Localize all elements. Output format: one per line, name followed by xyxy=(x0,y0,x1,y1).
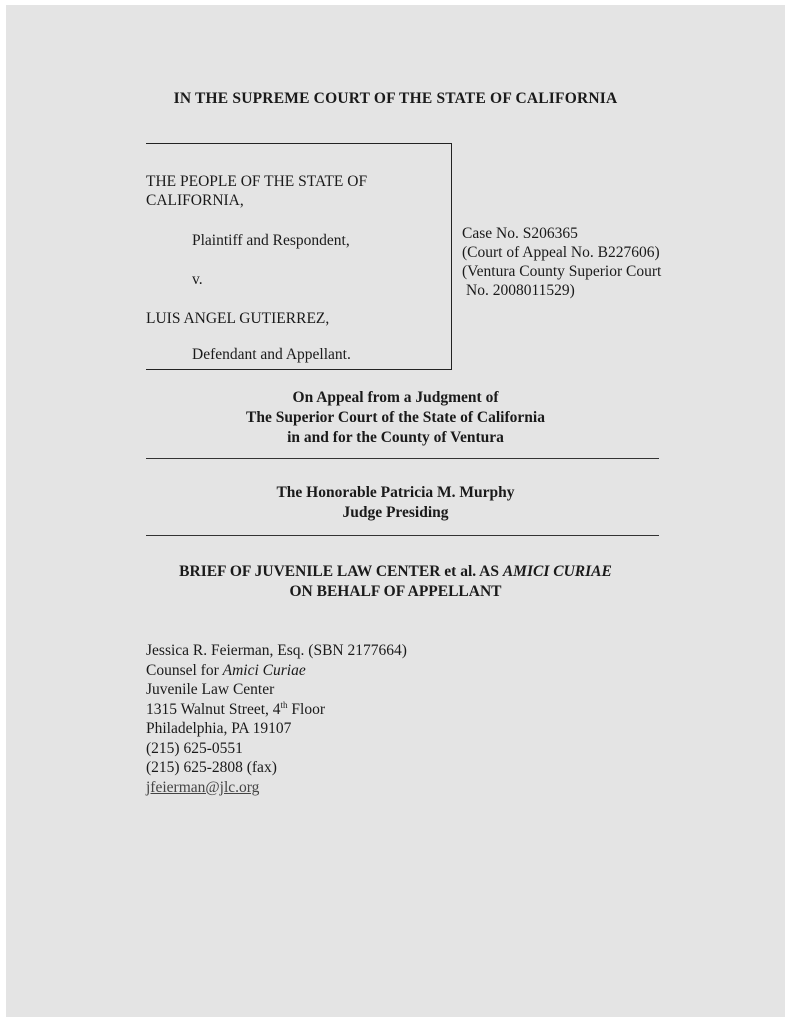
brief-title-line2: ON BEHALF OF APPELLANT xyxy=(289,583,502,600)
defendant-name: LUIS ANGEL GUTIERREZ, xyxy=(146,310,330,327)
judge-name: The Honorable Patricia M. Murphy xyxy=(276,484,515,501)
plaintiff-role: Plaintiff and Respondent, xyxy=(192,232,350,249)
court-title: IN THE SUPREME COURT OF THE STATE OF CALIFORNIA xyxy=(173,90,618,107)
divider-lower xyxy=(146,535,659,536)
judge-title: Judge Presiding xyxy=(342,504,449,521)
divider-upper xyxy=(146,458,659,459)
plaintiff-name-line2: CALIFORNIA, xyxy=(146,192,244,209)
counsel-organization: Juvenile Law Center xyxy=(146,681,275,698)
appeal-line3: in and for the County of Ventura xyxy=(287,429,504,446)
counsel-name: Jessica R. Feierman, Esq. (SBN 2177664) xyxy=(146,642,407,659)
counsel-phone: (215) 625-0551 xyxy=(146,740,243,757)
counsel-email-link[interactable]: jfeierman@jlc.org xyxy=(146,779,260,796)
brief-title-line1: BRIEF OF JUVENILE LAW CENTER et al. AS AMICI CURIAE xyxy=(179,563,612,580)
counsel-fax: (215) 625-2808 (fax) xyxy=(146,759,277,776)
appeal-number: (Court of Appeal No. B227606) xyxy=(462,244,660,261)
superior-court-line2: No. 2008011529) xyxy=(466,282,575,299)
superior-court-line1: (Ventura County Superior Court xyxy=(462,263,662,280)
counsel-city: Philadelphia, PA 19107 xyxy=(146,720,292,737)
counsel-street: 1315 Walnut Street, 4th Floor xyxy=(146,699,325,718)
appeal-line2: The Superior Court of the State of California xyxy=(246,409,545,426)
counsel-role: Counsel for Amici Curiae xyxy=(146,662,306,679)
document-page xyxy=(6,5,785,1017)
case-number: Case No. S206365 xyxy=(462,225,578,242)
plaintiff-name-line1: THE PEOPLE OF THE STATE OF xyxy=(146,173,368,190)
defendant-role: Defendant and Appellant. xyxy=(192,346,351,363)
appeal-line1: On Appeal from a Judgment of xyxy=(292,389,499,406)
versus: v. xyxy=(192,271,203,288)
